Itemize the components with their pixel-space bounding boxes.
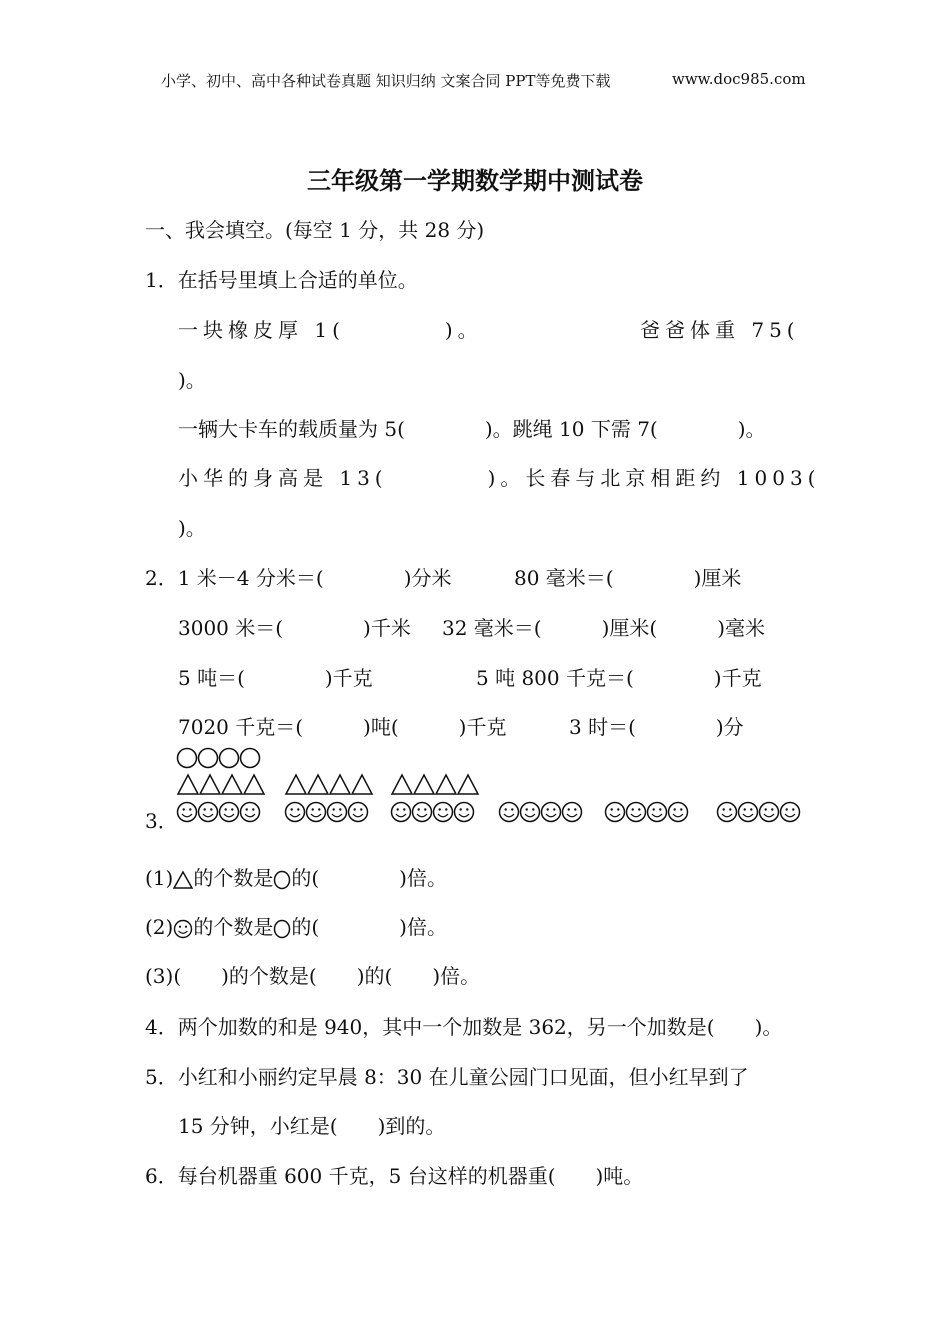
q1-item-c: 一辆大卡车的载质量为 5( )。跳绳 10 下需 7( )。 <box>178 417 766 441</box>
q5-line2: 15 分钟，小红是( )到的。 <box>178 1114 446 1138</box>
smiley-icon <box>328 803 347 822</box>
smiley-icon <box>392 803 411 822</box>
smiley-icon <box>627 803 646 822</box>
smiley-icon <box>286 803 305 822</box>
triangle-group-2 <box>286 775 372 794</box>
triangle-icon <box>200 775 220 794</box>
smiley-icon <box>349 803 368 822</box>
smiley-icon <box>178 803 197 822</box>
smiley-icon <box>455 803 474 822</box>
q3-p1-label: (1) <box>145 866 174 890</box>
circle-icon <box>273 870 291 890</box>
q2-row1-left: 2．1 米－4 分米＝( )分米 <box>145 566 452 590</box>
smiley-icon <box>521 803 540 822</box>
q2-row1-right: 80 毫米＝( )厘米 <box>514 566 742 590</box>
q2-row3-left: 5 吨＝( )千克 <box>178 666 373 690</box>
circle-icon <box>241 749 260 768</box>
smiley-group-2 <box>286 803 368 822</box>
smiley-icon <box>173 919 193 939</box>
smiley-rows <box>178 803 800 822</box>
triangle-icon <box>222 775 242 794</box>
smiley-icon <box>307 803 326 822</box>
q3-p1-mid: 的个数是 <box>193 866 274 890</box>
smiley-group-1 <box>178 803 260 822</box>
q3-p2-label: (2) <box>145 915 174 939</box>
triangle-icon <box>352 775 372 794</box>
section-heading: 一、我会填空。(每空 1 分，共 28 分) <box>145 218 485 242</box>
q3-p1-end: 的( )倍。 <box>291 866 447 890</box>
triangle-icon <box>308 775 328 794</box>
q3-number: 3． <box>145 809 178 833</box>
circle-icon <box>273 919 291 939</box>
header-site[interactable]: www.doc985.com <box>672 70 806 88</box>
triangle-icon <box>330 775 350 794</box>
smiley-icon <box>413 803 432 822</box>
q3-part-2 <box>145 911 447 940</box>
smiley-icon <box>241 803 260 822</box>
smiley-icon <box>500 803 519 822</box>
smiley-icon <box>542 803 561 822</box>
smiley-icon <box>781 803 800 822</box>
smiley-icon <box>606 803 625 822</box>
page-title: 三年级第一学期数学期中测试卷 <box>307 167 643 195</box>
smiley-group-3 <box>392 803 474 822</box>
q2-row3-right: 5 吨 800 千克＝( )千克 <box>476 666 762 690</box>
triangle-rows <box>178 775 478 794</box>
smiley-group-4 <box>500 803 582 822</box>
circle-icon <box>178 749 197 768</box>
q3-p2-mid: 的个数是 <box>193 915 274 939</box>
q1-item-d: 小华的身高是 13( )。长春与北京相距约 1003( <box>178 466 821 490</box>
triangle-group-1 <box>178 775 264 794</box>
q2-row2-right: 32 毫米＝( )厘米( )毫米 <box>442 616 766 640</box>
triangle-group-3 <box>392 775 478 794</box>
circle-icon <box>220 749 239 768</box>
triangle-icon <box>178 775 198 794</box>
smiley-icon <box>718 803 737 822</box>
q1-item-a: 一块橡皮厚 1( )。 <box>178 318 483 342</box>
triangle-icon <box>414 775 434 794</box>
q3-part-1 <box>145 862 447 891</box>
smiley-icon <box>563 803 582 822</box>
smiley-icon <box>760 803 779 822</box>
smiley-icon <box>434 803 453 822</box>
smiley-icon <box>669 803 688 822</box>
smiley-group-6 <box>718 803 800 822</box>
q1-item-b-end: )。 <box>178 368 206 392</box>
triangle-icon <box>173 870 193 890</box>
q2-row2-left: 3000 米＝( )千米 <box>178 616 411 640</box>
triangle-icon <box>458 775 478 794</box>
circle-icon <box>199 749 218 768</box>
q1-item-b: 爸爸体重 75( <box>640 318 800 342</box>
smiley-icon <box>648 803 667 822</box>
q3-figure <box>170 744 810 834</box>
q1-stem: 1．在括号里填上合适的单位。 <box>145 268 418 292</box>
smiley-icon <box>220 803 239 822</box>
triangle-icon <box>392 775 412 794</box>
smiley-group-5 <box>606 803 688 822</box>
triangle-icon <box>286 775 306 794</box>
smiley-icon <box>199 803 218 822</box>
q3-p2-end: 的( )倍。 <box>291 915 447 939</box>
q6-text: 6．每台机器重 600 千克，5 台这样的机器重( )吨。 <box>145 1164 644 1188</box>
q1-item-d-end: )。 <box>178 516 206 540</box>
header-text: 小学、初中、高中各种试卷真题 知识归纳 文案合同 PPT等免费下载 <box>161 72 611 90</box>
q2-row4-right: 3 时＝( )分 <box>569 715 744 739</box>
q5-line1: 5．小红和小丽约定早晨 8：30 在儿童公园门口见面，但小红早到了 <box>145 1065 749 1089</box>
triangle-icon <box>436 775 456 794</box>
triangle-icon <box>244 775 264 794</box>
circle-row <box>178 749 260 768</box>
q4-text: 4．两个加数的和是 940，其中一个加数是 362，另一个加数是( )。 <box>145 1015 783 1039</box>
q3-part-3: (3)( )的个数是( )的( )倍。 <box>145 964 481 988</box>
smiley-icon <box>739 803 758 822</box>
q2-row4-left: 7020 千克＝( )吨( )千克 <box>178 715 507 739</box>
